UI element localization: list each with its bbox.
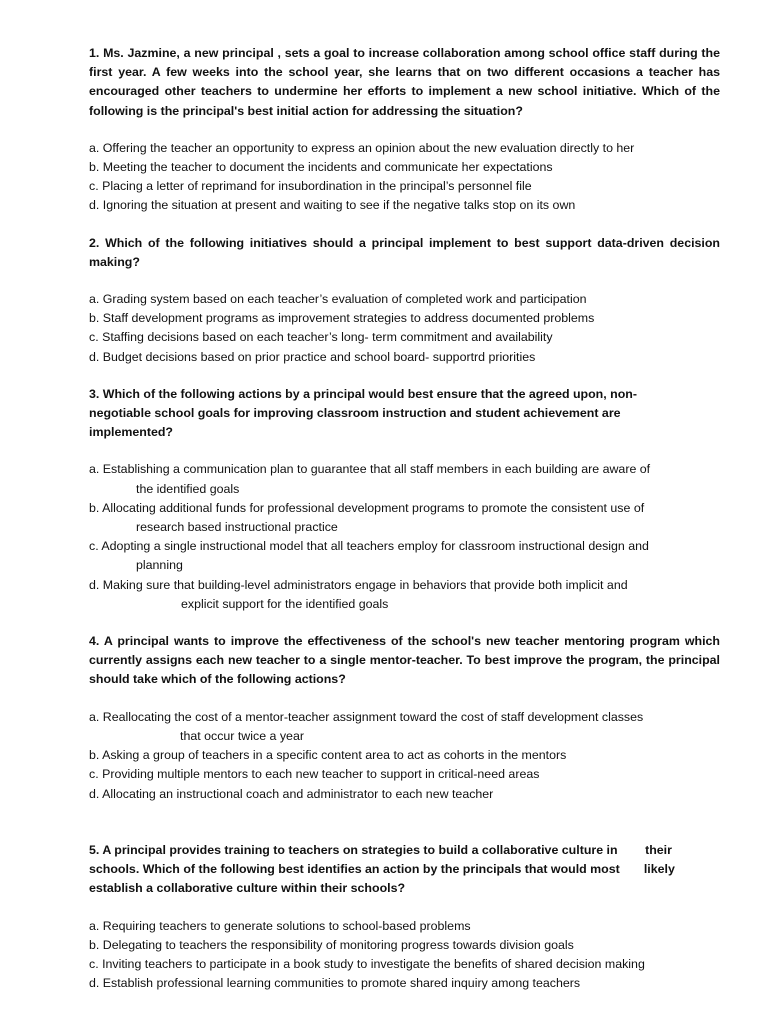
question-2-option-b: b. Staff development programs as improvement strategies to address documented problems (89, 311, 595, 326)
question-2-text: 2. Which of the following initiatives should a principal implement to best support data-driven decision making? (89, 235, 720, 269)
question-3-option-a (89, 460, 720, 498)
question-1-option-b: b. Meeting the teacher to document the incidents and communicate her expectations (89, 160, 553, 175)
question-3-option-b-line-2: research based instructional practice (136, 520, 338, 535)
question-1-option-d: d. Ignoring the situation at present and waiting to see if the negative talks stop on its own (89, 198, 576, 213)
question-5-text-line-2: schools. Which of the following best identifies an action by the principals that would most likely (89, 862, 675, 877)
question-3-text-line-2: negotiable school goals for improving classroom instruction and student achievement are (89, 406, 621, 421)
question-1-options (89, 139, 720, 216)
question-1-text: 1. Ms. Jazmine, a new principal , sets a goal to increase collaboration among school office staff during the first year. A few weeks into the school year, she learns that on two different occasions a teacher has encouraged other teachers to undermine her efforts to implement a new school initiative. Which of the following is the principal's best initial action for addressing the situation? (89, 46, 720, 118)
question-3-option-a-line-2: the identified goals (136, 481, 240, 496)
question-2-options (89, 290, 720, 367)
question-4 (89, 632, 734, 804)
question-2-option-c: c. Staffing decisions based on each teacher’s long- term commitment and availability (89, 330, 553, 345)
question-1-option-c: c. Placing a letter of reprimand for insubordination in the principal’s personnel file (89, 179, 532, 194)
question-1-option-a: a. Offering the teacher an opportunity to express an opinion about the new evaluation directly to her (89, 140, 635, 155)
question-3-text-line-1: 3. Which of the following actions by a principal would best ensure that the agreed upon, non- (89, 386, 637, 401)
question-4-option-a-line-2: that occur twice a year (180, 728, 304, 743)
question-3-text-line-3: implemented? (89, 425, 173, 440)
question-4-options (89, 708, 720, 804)
question-2 (89, 234, 720, 367)
question-2-option-a: a. Grading system based on each teacher’s evaluation of completed work and participation (89, 292, 587, 307)
question-3 (89, 385, 720, 614)
question-4-option-b: b. Asking a group of teachers in a specific content area to act as cohorts in the mentors (89, 748, 567, 763)
question-5-option-d: d. Establish professional learning communities to promote shared inquiry among teachers (89, 976, 581, 991)
question-4-option-c: c. Providing multiple mentors to each new teacher to support in critical-need areas (89, 767, 540, 782)
question-5-option-a: a. Requiring teachers to generate solutions to school-based problems (89, 918, 471, 933)
question-3-option-c-line-2: planning (136, 558, 183, 573)
question-3-option-c (89, 537, 720, 575)
question-3-option-d-line-2: explicit support for the identified goals (181, 596, 389, 611)
question-4-option-a (89, 708, 720, 746)
question-5-text (89, 822, 720, 899)
question-3-option-b-line-1: b. Allocating additional funds for professional development programs to promote the consistent use of (89, 500, 645, 515)
question-3-option-d-line-1: d. Making sure that building-level administrators engage in behaviors that provide both implicit and (89, 577, 628, 592)
question-4-text: 4. A principal wants to improve the effectiveness of the school's new teacher mentoring program which currently assigns each new teacher to a single mentor-teacher. To best improve the program, the principal should take which of the following actions? (89, 634, 734, 687)
question-4-option-a-line-1: a. Reallocating the cost of a mentor-teacher assignment toward the cost of staff development classes (89, 709, 644, 724)
question-3-option-c-line-1: c. Adopting a single instructional model that all teachers employ for classroom instructional design and (89, 539, 649, 554)
question-2-option-d: d. Budget decisions based on prior practice and school board- supportrd priorities (89, 349, 536, 364)
question-5-option-c: c. Inviting teachers to participate in a book study to investigate the benefits of shared decision making (89, 956, 645, 971)
question-5-options (89, 917, 720, 994)
question-5-option-b: b. Delegating to teachers the responsibility of monitoring progress towards division goals (89, 937, 574, 952)
question-3-option-d (89, 576, 720, 614)
question-3-options (89, 460, 720, 614)
question-5 (89, 822, 720, 994)
question-3-option-b (89, 499, 720, 537)
question-5-text-line-3: establish a collaborative culture within their schools? (89, 881, 406, 896)
question-5-text-line-1: 5. A principal provides training to teachers on strategies to build a collaborative culture in their (89, 842, 672, 857)
question-3-option-a-line-1: a. Establishing a communication plan to guarantee that all staff members in each building are aware of (89, 462, 651, 477)
question-4-option-d: d. Allocating an instructional coach and administrator to each new teacher (89, 786, 494, 801)
question-3-text (89, 385, 720, 443)
question-1 (89, 44, 720, 216)
